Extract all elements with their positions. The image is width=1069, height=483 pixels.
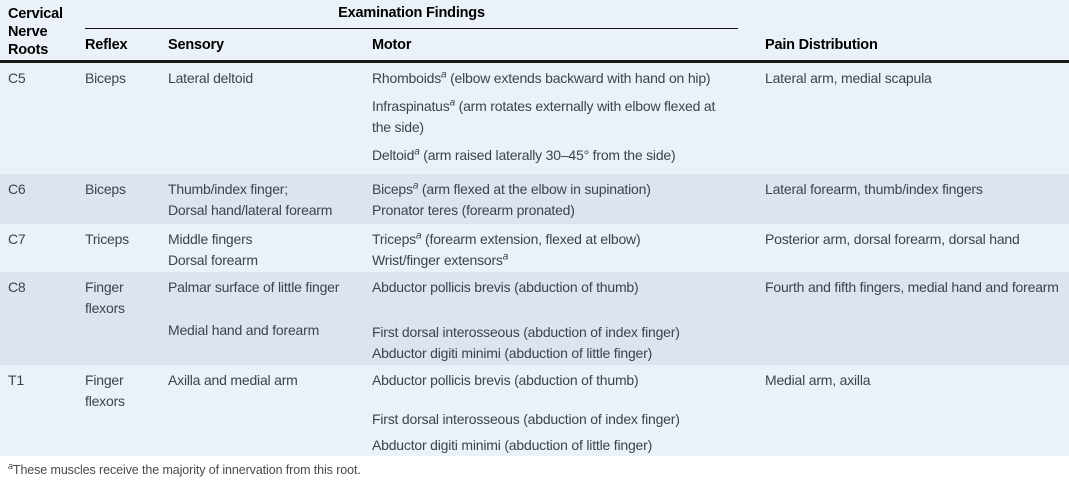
motor-item: Triceps$^a$ (forearm extension, flexed at elbow) [372, 230, 641, 247]
cell-motor [372, 224, 765, 272]
column-header-cervical-nerve-roots: Cervical Nerve Roots [8, 6, 63, 58]
motor-item: Abductor digiti minimi (abduction of little finger) [372, 345, 653, 361]
cell-motor [372, 272, 765, 365]
table-header [0, 0, 1069, 63]
cell-pain-distribution [765, 365, 1069, 456]
cell-pain-distribution [765, 272, 1069, 365]
cell-sensory [168, 272, 372, 365]
sensory-value: Dorsal forearm [168, 252, 258, 268]
cell-nerve-root [0, 224, 85, 272]
reflex-value: Finger flexors [85, 372, 125, 409]
pain-distribution-value: Lateral arm, medial scapula [765, 70, 932, 86]
motor-item: First dorsal interosseous (abduction of index finger) [372, 324, 680, 340]
footnote-marker: a [449, 97, 455, 109]
motor-item: Deltoid$^a$ (arm raised laterally 30–45° from the side) [372, 146, 676, 163]
column-header-pain-distribution: Pain Distribution [765, 37, 878, 53]
cell-sensory [168, 365, 372, 456]
sensory-value: Axilla and medial arm [168, 372, 298, 388]
cell-reflex [85, 174, 168, 224]
footnote-marker: a [412, 180, 419, 192]
cell-sensory [168, 63, 372, 174]
nerve-root-label: C6 [8, 181, 26, 197]
cell-sensory [168, 174, 372, 224]
nerve-root-label: C5 [8, 70, 26, 86]
cell-reflex [85, 224, 168, 272]
reflex-value: Triceps [85, 231, 129, 247]
footnote-marker: a [415, 230, 422, 242]
cell-motor [372, 63, 765, 174]
cell-nerve-root [0, 365, 85, 456]
footnote-marker: a [441, 69, 447, 81]
column-header-reflex: Reflex [85, 37, 128, 53]
cell-reflex [85, 63, 168, 174]
motor-item: Rhomboids$^a$ (elbow extends backward with hand on hip) [372, 69, 711, 86]
nerve-root-label: T1 [8, 372, 24, 388]
column-header-motor: Motor [372, 37, 412, 53]
reflex-value: Biceps [85, 181, 126, 197]
header-right-section [85, 0, 1069, 60]
sensory-value: Medial hand and forearm [168, 322, 320, 338]
footnote-text: These muscles receive the majority of innervation from this root. [12, 463, 361, 477]
motor-item: First dorsal interosseous (abduction of index finger) [372, 411, 680, 427]
nerve-root-label: C8 [8, 279, 26, 295]
motor-item: Wrist/finger extensors$^a$ [372, 251, 509, 268]
cell-motor [372, 174, 765, 224]
sensory-value: Middle fingers [168, 231, 253, 247]
motor-item: Infraspinatus$^a$ (arm rotates externally with elbow flexed at the side) [372, 97, 716, 135]
motor-item: Abductor digiti minimi (abduction of little finger) [372, 437, 653, 453]
pain-distribution-value: Fourth and fifth fingers, medial hand and forearm [765, 279, 1059, 295]
cell-sensory [168, 224, 372, 272]
cell-reflex [85, 365, 168, 456]
sensory-value: Palmar surface of little finger [168, 279, 340, 295]
motor-item: Abductor pollicis brevis (abduction of thumb) [372, 372, 639, 388]
table-row [0, 365, 1069, 456]
reflex-value: Biceps [85, 70, 126, 86]
cell-pain-distribution [765, 174, 1069, 224]
table-row [0, 272, 1069, 365]
table-row [0, 63, 1069, 174]
pain-distribution-value: Lateral forearm, thumb/index fingers [765, 181, 983, 197]
sensory-value: Dorsal hand/lateral forearm [168, 202, 333, 218]
column-group-examination-findings: Examination Findings [85, 5, 738, 29]
footnote-marker: a [414, 146, 420, 158]
table-footnote [0, 456, 1069, 483]
footnote-marker: a [8, 460, 13, 471]
cell-motor [372, 365, 765, 456]
motor-item: Pronator teres (forearm pronated) [372, 202, 575, 218]
sensory-value: Thumb/index finger; [168, 181, 288, 197]
footnote-marker: a [502, 251, 509, 263]
cell-pain-distribution [765, 63, 1069, 174]
sensory-value: Lateral deltoid [168, 70, 253, 86]
column-header-sensory: Sensory [168, 37, 224, 53]
motor-item: Abductor pollicis brevis (abduction of thumb) [372, 279, 639, 295]
pain-distribution-value: Posterior arm, dorsal forearm, dorsal hand [765, 231, 1020, 247]
motor-item: Biceps$^a$ (arm flexed at the elbow in supination) [372, 180, 651, 197]
cell-nerve-root [0, 63, 85, 174]
cell-nerve-root [0, 272, 85, 365]
nerve-root-label: C7 [8, 231, 26, 247]
cell-reflex [85, 272, 168, 365]
table-row [0, 224, 1069, 272]
sub-column-headers [85, 29, 1069, 60]
reflex-value: Finger flexors [85, 279, 125, 316]
pain-distribution-value: Medial arm, axilla [765, 372, 871, 388]
cell-nerve-root [0, 174, 85, 224]
cell-pain-distribution [765, 224, 1069, 272]
table-row [0, 174, 1069, 224]
